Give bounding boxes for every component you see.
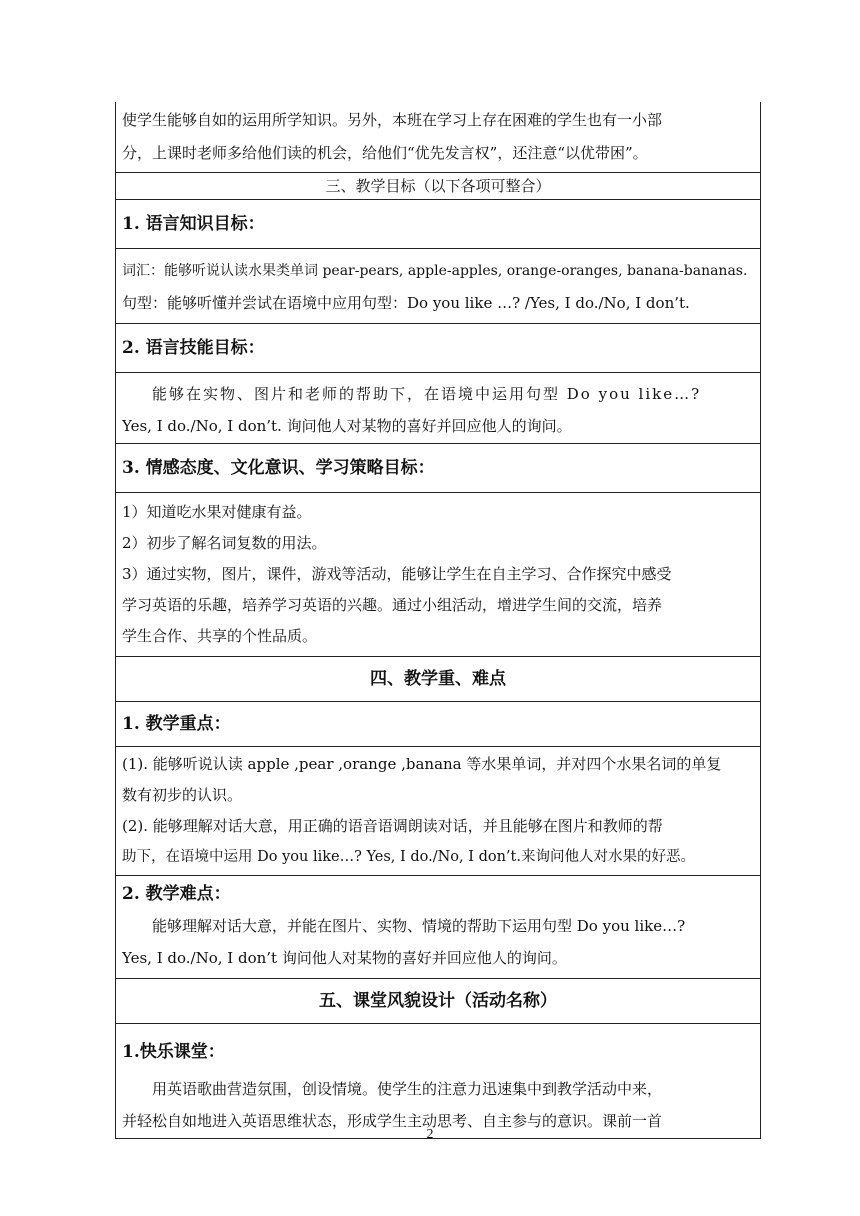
- goal-1-sentence: 句型：能够听懂并尝试在语境中应用句型：Do you like …? /Yes, I do./No, I don’t.: [122, 294, 690, 312]
- goal-3-body: [116, 493, 760, 657]
- section-5-header: [116, 979, 760, 1024]
- key-body: [116, 747, 760, 876]
- happy-line-1: 用英语歌曲营造氛围，创设情境。使学生的注意力迅速集中到教学活动中来，: [152, 1080, 663, 1098]
- difficult-line-2: Yes, I do./No, I don’t 询问他人对某物的喜好并回应他人的询问。: [122, 949, 567, 967]
- goal-1-body: [116, 249, 760, 324]
- goal-1-heading-cell: [116, 200, 760, 249]
- happy-heading: 1.快乐课堂：: [122, 1042, 225, 1062]
- happy-line-2: 并轻松自如地进入英语思维状态，形成学生主动思考、自主参与的意识。课前一首: [122, 1112, 663, 1130]
- goal-3-heading: 3. 情感态度、文化意识、学习策略目标：: [122, 458, 435, 478]
- goal-2-heading: 2. 语言技能目标：: [122, 338, 265, 358]
- intro-line-1: 使学生能够自如的运用所学知识。另外，本班在学习上存在困难的学生也有一小部: [122, 111, 663, 129]
- difficult-heading: 2. 教学难点：: [122, 884, 231, 904]
- key-point-1-line-2: 数有初步的认识。: [122, 786, 243, 804]
- difficult-cell: [116, 876, 760, 979]
- section-3-header: [116, 173, 760, 200]
- key-heading: 1. 教学重点：: [122, 714, 231, 734]
- difficult-line-1: 能够理解对话大意，并能在图片、实物、情境的帮助下运用句型 Do you like…?: [152, 917, 686, 935]
- intro-cell: [116, 102, 760, 173]
- section-3-title: 三、教学目标（以下各项可整合）: [325, 177, 551, 195]
- goal-2-line-2: Yes, I do./No, I don’t. 询问他人对某物的喜好并回应他人的询问。: [122, 417, 572, 435]
- key-point-2-line-1: (2). 能够理解对话大意，用正确的语音语调朗读对话，并且能够在图片和教师的帮: [122, 817, 663, 835]
- key-point-2-line-2: 助下，在语境中运用 Do you like…? Yes, I do./No, I don’t.来询问他人对水果的好恶。: [122, 849, 695, 865]
- goal-3-heading-cell: [116, 444, 760, 493]
- goal-1-heading: 1. 语言知识目标：: [122, 214, 265, 234]
- section-4-header: [116, 657, 760, 702]
- goal-3-item-3-line-1: 3）通过实物，图片，课件，游戏等活动，能够让学生在自主学习、合作探究中感受: [122, 565, 672, 583]
- goal-3-item-3-line-3: 学生合作、共享的个性品质。: [122, 627, 318, 645]
- key-heading-cell: [116, 702, 760, 747]
- goal-3-item-3-line-2: 学习英语的乐趣，培养学习英语的兴趣。通过小组活动，增进学生间的交流，培养: [122, 596, 663, 614]
- happy-cell: [116, 1024, 760, 1139]
- intro-line-2: 分，上课时老师多给他们读的机会，给他们“优先发言权”，还注意“以优带困”。: [122, 144, 648, 162]
- goal-3-item-2: 2）初步了解名词复数的用法。: [122, 534, 327, 552]
- goal-2-body: [116, 373, 760, 444]
- goal-3-item-1: 1）知道吃水果对健康有益。: [122, 503, 312, 521]
- lesson-plan-table: [115, 102, 761, 1139]
- key-point-1-line-1: (1). 能够听说认读 apple ,pear ,orange ,banana 等水果单词，并对四个水果名词的单复: [122, 755, 722, 773]
- section-4-title: 四、教学重、难点: [370, 669, 506, 689]
- goal-2-line-1: 能够在实物、图片和老师的帮助下，在语境中运用句型 Do you like…?: [152, 385, 702, 403]
- goal-2-heading-cell: [116, 324, 760, 373]
- goal-1-vocab: 词汇：能够听说认读水果类单词 pear-pears, apple-apples, orange-oranges, banana-bananas.: [122, 263, 748, 279]
- page-number: 2: [426, 1127, 434, 1142]
- section-5-title: 五、课堂风貌设计（活动名称）: [319, 991, 557, 1011]
